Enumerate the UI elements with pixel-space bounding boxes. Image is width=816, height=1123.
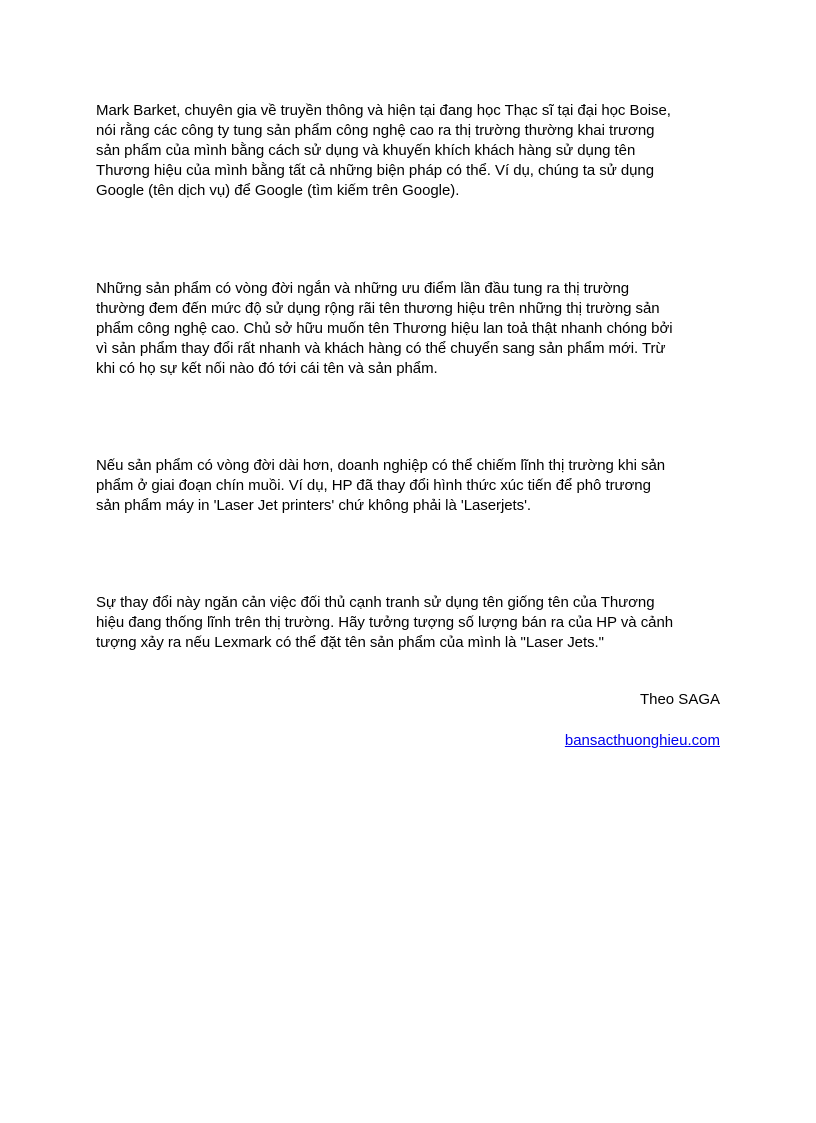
paragraph-4 (96, 593, 726, 653)
paragraph-line: thường đem đến mức độ sử dụng rộng rãi tên thương hiệu trên những thị trường sản (96, 300, 660, 317)
paragraph-line: Google (tên dịch vụ) để Google (tìm kiếm trên Google). (96, 182, 460, 199)
paragraph-line: phẩm công nghệ cao. Chủ sở hữu muốn tên Thương hiệu lan toả thật nhanh chóng bởi (96, 320, 673, 337)
paragraph-line: Nếu sản phẩm có vòng đời dài hơn, doanh nghiệp có thể chiếm lĩnh thị trường khi sản (96, 457, 666, 474)
paragraph-line: Sự thay đổi này ngăn cản việc đối thủ cạnh tranh sử dụng tên giống tên của Thương (96, 594, 655, 611)
paragraph-line: Mark Barket, chuyên gia về truyền thông và hiện tại đang học Thạc sĩ tại đại học Boise, (96, 102, 671, 119)
paragraph-line: phẩm ở giai đoạn chín muồi. Ví dụ, HP đã thay đổi hình thức xúc tiến để phô trương (96, 477, 651, 494)
paragraph-line: Những sản phẩm có vòng đời ngắn và những ưu điểm lần đầu tung ra thị trường (96, 280, 630, 297)
paragraph-3 (96, 456, 726, 516)
paragraph-1 (96, 101, 726, 201)
paragraph-line: Thương hiệu của mình bằng tất cả những biện pháp có thể. Ví dụ, chúng ta sử dụng (96, 162, 655, 179)
paragraph-line: sản phẩm máy in 'Laser Jet printers' chứ không phải là 'Laserjets'. (96, 497, 532, 514)
paragraph-line: khi có họ sự kết nối nào đó tới cái tên và sản phẩm. (96, 360, 438, 377)
source-link[interactable]: bansacthuonghieu.com (564, 732, 720, 749)
paragraph-line: sản phẩm của mình bằng cách sử dụng và khuyến khích khách hàng sử dụng tên (96, 142, 636, 159)
source-attribution: Theo SAGA (639, 691, 720, 708)
paragraph-2 (96, 279, 726, 379)
paragraph-line: nói rằng các công ty tung sản phẩm công nghệ cao ra thị trường thường khai trương (96, 122, 655, 139)
paragraph-line: tượng xảy ra nếu Lexmark có thể đặt tên sản phẩm của mình là "Laser Jets." (96, 634, 604, 651)
paragraph-line: hiệu đang thống lĩnh trên thị trường. Hãy tưởng tượng số lượng bán ra của HP và cảnh (96, 614, 674, 631)
paragraph-line: vì sản phẩm thay đổi rất nhanh và khách hàng có thể chuyển sang sản phẩm mới. Trừ (96, 340, 666, 357)
